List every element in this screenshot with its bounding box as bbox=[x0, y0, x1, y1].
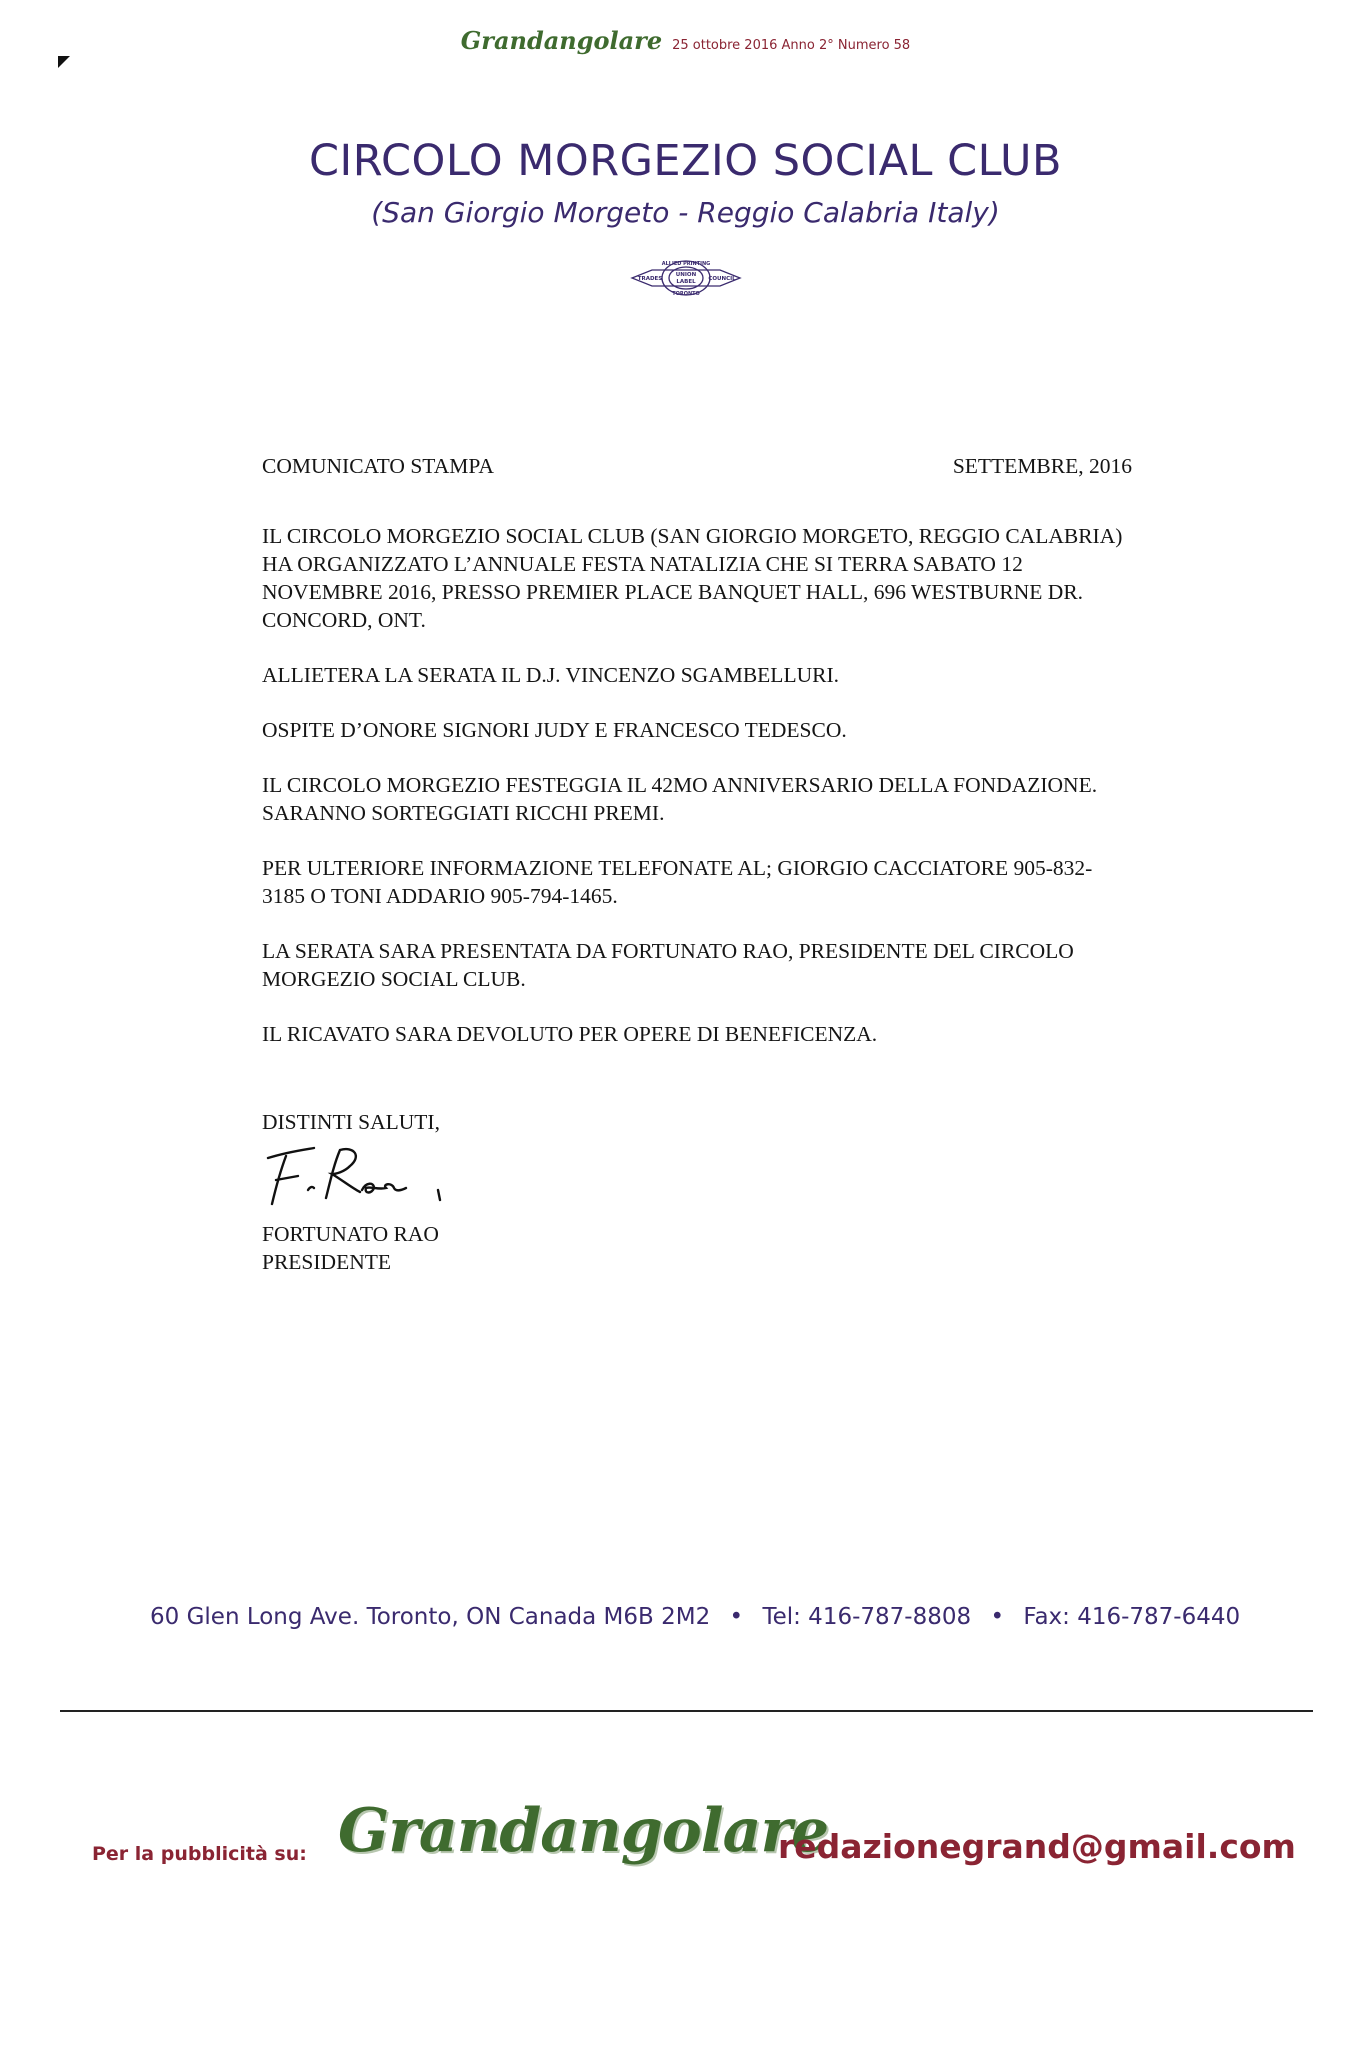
publication-name: Grandangolare bbox=[460, 26, 663, 55]
separator-bullet: • bbox=[729, 1604, 744, 1630]
paragraph-contacts: PER ULTERIORE INFORMAZIONE TELEFONATE AL; GIORGIO CACCIATORE 905-832-3185 O TONI ADDARIO 905-794-1465. bbox=[262, 856, 1093, 908]
paragraph-guests: OSPITE D’ONORE SIGNORI JUDY E FRANCESCO TEDESCO. bbox=[262, 718, 847, 742]
advertising-brand-logo: Grandangolare bbox=[338, 1796, 829, 1866]
letter-heading-left: COMUNICATO STAMPA bbox=[262, 454, 494, 478]
corner-crop-mark bbox=[58, 56, 70, 68]
union-label-center-bottom: LABEL bbox=[676, 279, 696, 285]
paragraph-charity: IL RICAVATO SARA DEVOLUTO PER OPERE DI BENEFICENZA. bbox=[262, 1022, 878, 1046]
press-release-body bbox=[262, 452, 1132, 1276]
paragraph-event: IL CIRCOLO MORGEZIO SOCIAL CLUB (SAN GIORGIO MORGETO, REGGIO CALABRIA) HA ORGANIZZATO L’ANNUALE FESTA NATALIZIA CHE SI TERRA SABATO 12 NOVEMBRE 2016, PRESSO PREMIER PLACE BANQUET HALL, 696 WESTBURNE DR. CONCORD, ONT. bbox=[262, 524, 1123, 632]
advertising-label: Per la pubblicità su: bbox=[92, 1843, 307, 1865]
advertising-email[interactable]: redazionegrand@gmail.com bbox=[778, 1827, 1296, 1866]
signer-name: FORTUNATO RAO bbox=[262, 1222, 439, 1246]
club-fax: Fax: 416-787-6440 bbox=[1023, 1604, 1241, 1630]
paragraph-presenter: LA SERATA SARA PRESENTATA DA FORTUNATO RAO, PRESIDENTE DEL CIRCOLO MORGEZIO SOCIAL CLUB. bbox=[262, 939, 1074, 991]
closing: DISTINTI SALUTI, bbox=[262, 1110, 440, 1134]
running-header bbox=[0, 26, 1371, 55]
letter-heading bbox=[262, 452, 1132, 480]
union-label-right: COUNCIL bbox=[708, 276, 736, 282]
paragraph-anniversary: IL CIRCOLO MORGEZIO FESTEGGIA IL 42MO ANNIVERSARIO DELLA FONDAZIONE. SARANNO SORTEGGIATI RICCHI PREMI. bbox=[262, 773, 1098, 825]
signer-title: PRESIDENTE bbox=[262, 1250, 391, 1274]
union-label-top: ALLIED PRINTING bbox=[661, 261, 711, 267]
union-label-left: TRADES bbox=[637, 276, 663, 282]
union-label-bottom: TORONTO bbox=[672, 291, 700, 297]
letterhead-subtitle: (San Giorgio Morgeto - Reggio Calabria Italy) bbox=[371, 196, 1000, 229]
letterhead-title: CIRCOLO MORGEZIO SOCIAL CLUB bbox=[309, 136, 1062, 186]
club-address: 60 Glen Long Ave. Toronto, ON Canada M6B 2M2 bbox=[150, 1604, 711, 1630]
separator-bullet: • bbox=[990, 1604, 1005, 1630]
union-label-logo bbox=[630, 258, 742, 303]
paragraph-dj: ALLIETERA LA SERATA IL D.J. VINCENZO SGAMBELLURI. bbox=[262, 663, 839, 687]
signature bbox=[262, 1142, 1132, 1212]
club-phone: Tel: 416-787-8808 bbox=[762, 1604, 972, 1630]
divider-rule bbox=[60, 1710, 1313, 1712]
club-address-line bbox=[150, 1604, 1250, 1630]
issue-info: 25 ottobre 2016 Anno 2° Numero 58 bbox=[672, 38, 911, 53]
letter-date: SETTEMBRE, 2016 bbox=[952, 454, 1132, 478]
union-label-center-top: UNION bbox=[675, 272, 697, 278]
